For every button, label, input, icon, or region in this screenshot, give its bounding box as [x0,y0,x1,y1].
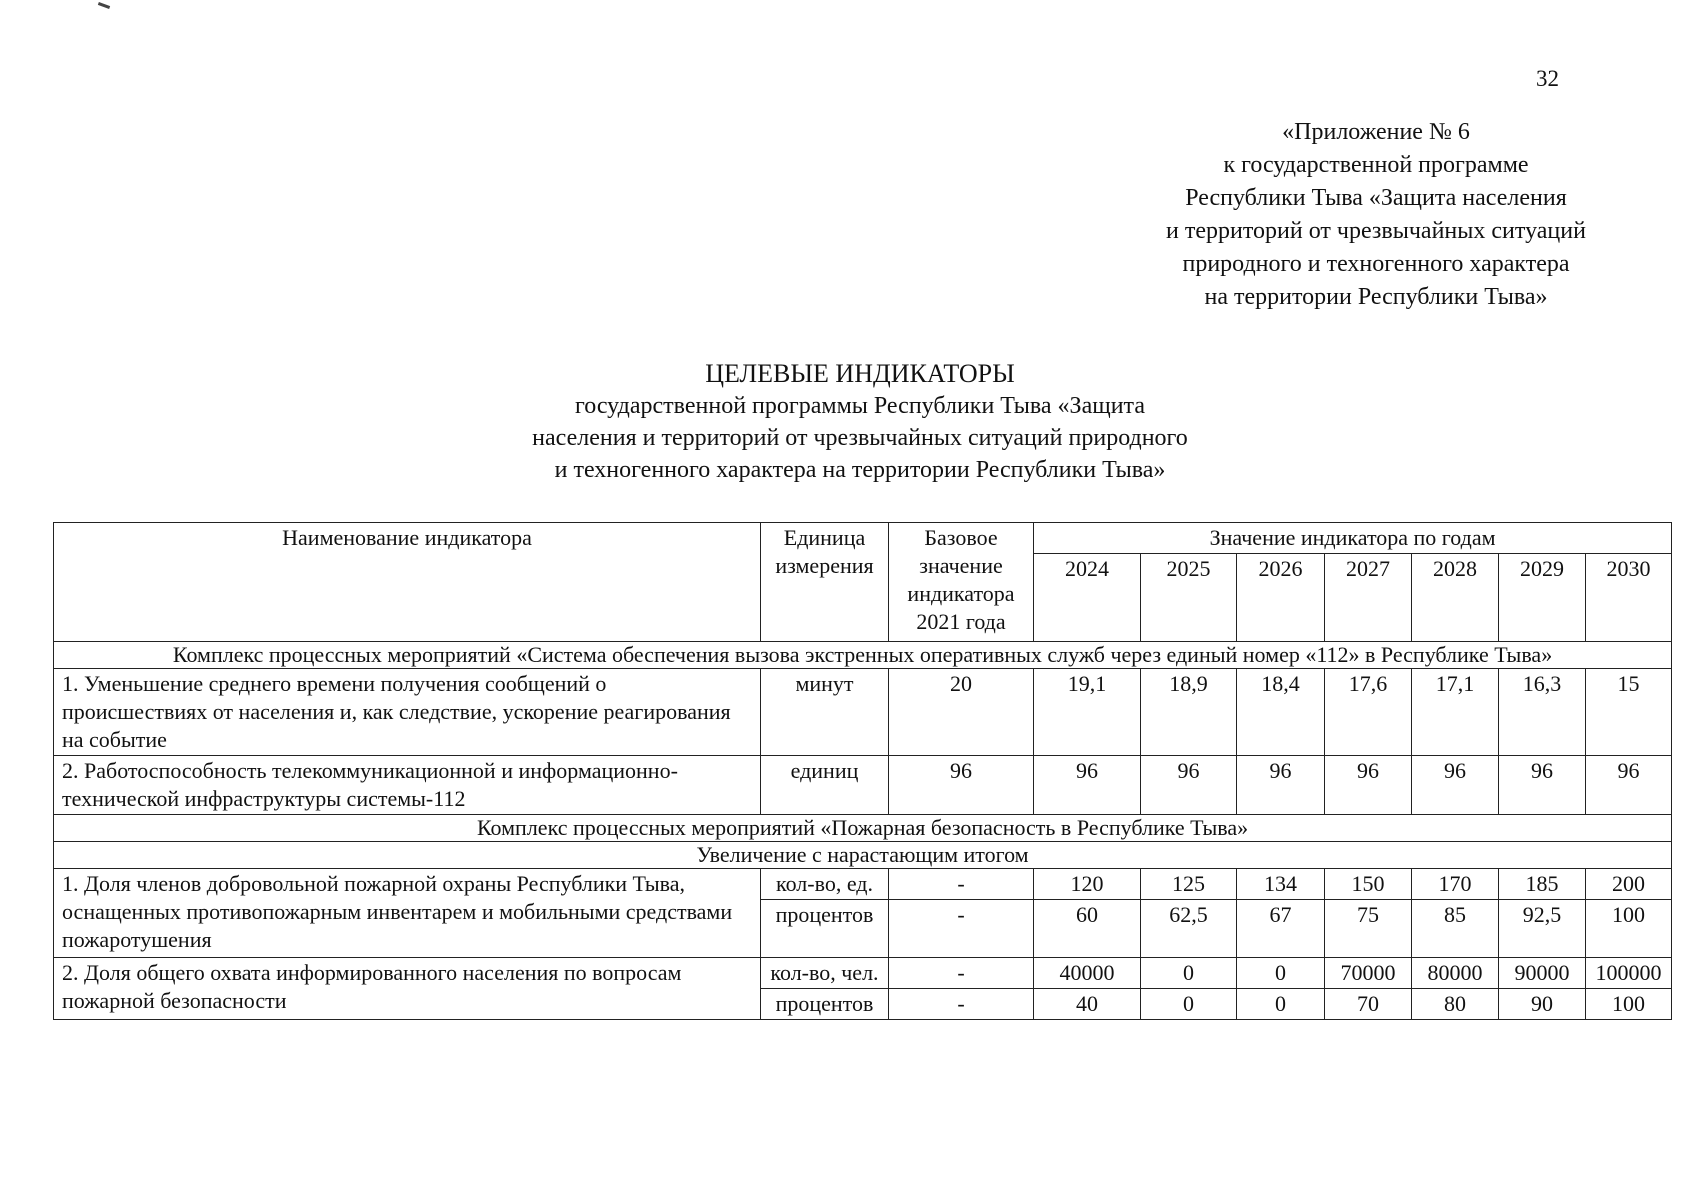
indicator-value: 15 [1586,669,1672,756]
appendix-line: и территорий от чрезвычайных ситуаций [1166,218,1586,244]
section-title: Комплекс процессных мероприятий «Пожарная безопасность в Республике Тыва» [54,815,1672,842]
table-row [54,869,1672,900]
header-year: 2030 [1586,554,1672,642]
indicator-base: - [889,869,1034,900]
indicator-value: 80 [1412,989,1499,1020]
indicator-value: 40000 [1034,958,1141,989]
indicator-value: 85 [1412,900,1499,958]
indicator-value: 96 [1586,756,1672,815]
indicator-value: 96 [1141,756,1237,815]
appendix-line: «Приложение № 6 [1282,119,1470,145]
indicator-base: - [889,989,1034,1020]
indicator-value: 16,3 [1499,669,1586,756]
title-line: населения и территорий от чрезвычайных ситуаций природного [532,425,1188,451]
indicator-value: 0 [1237,989,1325,1020]
indicator-value: 60 [1034,900,1141,958]
indicator-value: 19,1 [1034,669,1141,756]
indicator-value: 100 [1586,989,1672,1020]
indicator-value: 70000 [1325,958,1412,989]
indicator-unit: минут [761,669,889,756]
indicator-value: 125 [1141,869,1237,900]
scan-mark [98,2,110,9]
appendix-line: природного и техногенного характера [1182,251,1570,277]
indicator-name: 1. Уменьшение среднего времени получения сообщений о происшествиях от населения и, как следствие, ускорение реагирования на событие [54,669,761,756]
indicator-unit: кол-во, ед. [761,869,889,900]
subsection-row [54,842,1672,869]
table-row [54,669,1672,756]
indicator-value: 90000 [1499,958,1586,989]
table-row [54,958,1672,989]
indicators-table [53,522,1672,1020]
indicator-value: 0 [1141,989,1237,1020]
header-year: 2025 [1141,554,1237,642]
section-row [54,815,1672,842]
indicator-value: 170 [1412,869,1499,900]
indicator-base: 96 [889,756,1034,815]
appendix-note [1096,116,1656,314]
indicator-value: 18,9 [1141,669,1237,756]
indicator-unit: процентов [761,989,889,1020]
header-unit: Единица измерения [761,523,889,642]
indicator-value: 0 [1141,958,1237,989]
indicator-unit: единиц [761,756,889,815]
title-heading: ЦЕЛЕВЫЕ ИНДИКАТОРЫ [705,359,1015,388]
indicator-value: 96 [1412,756,1499,815]
indicator-value: 96 [1237,756,1325,815]
indicator-value: 134 [1237,869,1325,900]
table-row [54,756,1672,815]
section-row [54,642,1672,669]
indicator-name: 2. Работоспособность телекоммуникационной и информационно-технической инфраструктуры системы-112 [54,756,761,815]
header-year: 2027 [1325,554,1412,642]
indicator-value: 18,4 [1237,669,1325,756]
indicator-value: 200 [1586,869,1672,900]
indicator-base: - [889,958,1034,989]
indicator-value: 67 [1237,900,1325,958]
indicator-base: 20 [889,669,1034,756]
document-title [400,358,1320,486]
header-year: 2026 [1237,554,1325,642]
indicator-value: 0 [1237,958,1325,989]
indicator-value: 150 [1325,869,1412,900]
indicator-value: 17,6 [1325,669,1412,756]
indicator-name: 2. Доля общего охвата информированного населения по вопросам пожарной безопасности [54,958,761,1020]
indicator-value: 92,5 [1499,900,1586,958]
header-years-group: Значение индикатора по годам [1034,523,1672,554]
indicator-value: 40 [1034,989,1141,1020]
title-line: и техногенного характера на территории Республики Тыва» [554,457,1166,483]
indicator-value: 75 [1325,900,1412,958]
section-title: Комплекс процессных мероприятий «Система обеспечения вызова экстренных оперативных служб через единый номер «112» в Республике Тыва» [54,642,1672,669]
appendix-line: Республики Тыва «Защита населения [1185,185,1567,211]
indicator-value: 70 [1325,989,1412,1020]
page-number: 32 [1536,66,1559,91]
indicator-name: 1. Доля членов добровольной пожарной охраны Республики Тыва, оснащенных противопожарным инвентарем и мобильными средствами пожаротушения [54,869,761,958]
header-row [54,523,1672,554]
indicator-value: 80000 [1412,958,1499,989]
indicator-unit: процентов [761,900,889,958]
indicator-base: - [889,900,1034,958]
indicator-value: 96 [1499,756,1586,815]
indicator-value: 90 [1499,989,1586,1020]
indicator-value: 96 [1034,756,1141,815]
header-year: 2024 [1034,554,1141,642]
header-year: 2029 [1499,554,1586,642]
header-year: 2028 [1412,554,1499,642]
indicator-value: 120 [1034,869,1141,900]
appendix-line: на территории Республики Тыва» [1204,284,1548,310]
indicator-value: 100 [1586,900,1672,958]
indicator-value: 100000 [1586,958,1672,989]
header-name: Наименование индикатора [54,523,761,642]
header-base: Базовое значение индикатора 2021 года [889,523,1034,642]
title-line: государственной программы Республики Тыва «Защита [575,393,1145,419]
indicator-value: 185 [1499,869,1586,900]
subsection-title: Увеличение с нарастающим итогом [54,842,1672,869]
indicator-unit: кол-во, чел. [761,958,889,989]
indicator-value: 62,5 [1141,900,1237,958]
indicator-value: 17,1 [1412,669,1499,756]
indicator-value: 96 [1325,756,1412,815]
appendix-line: к государственной программе [1223,152,1529,178]
